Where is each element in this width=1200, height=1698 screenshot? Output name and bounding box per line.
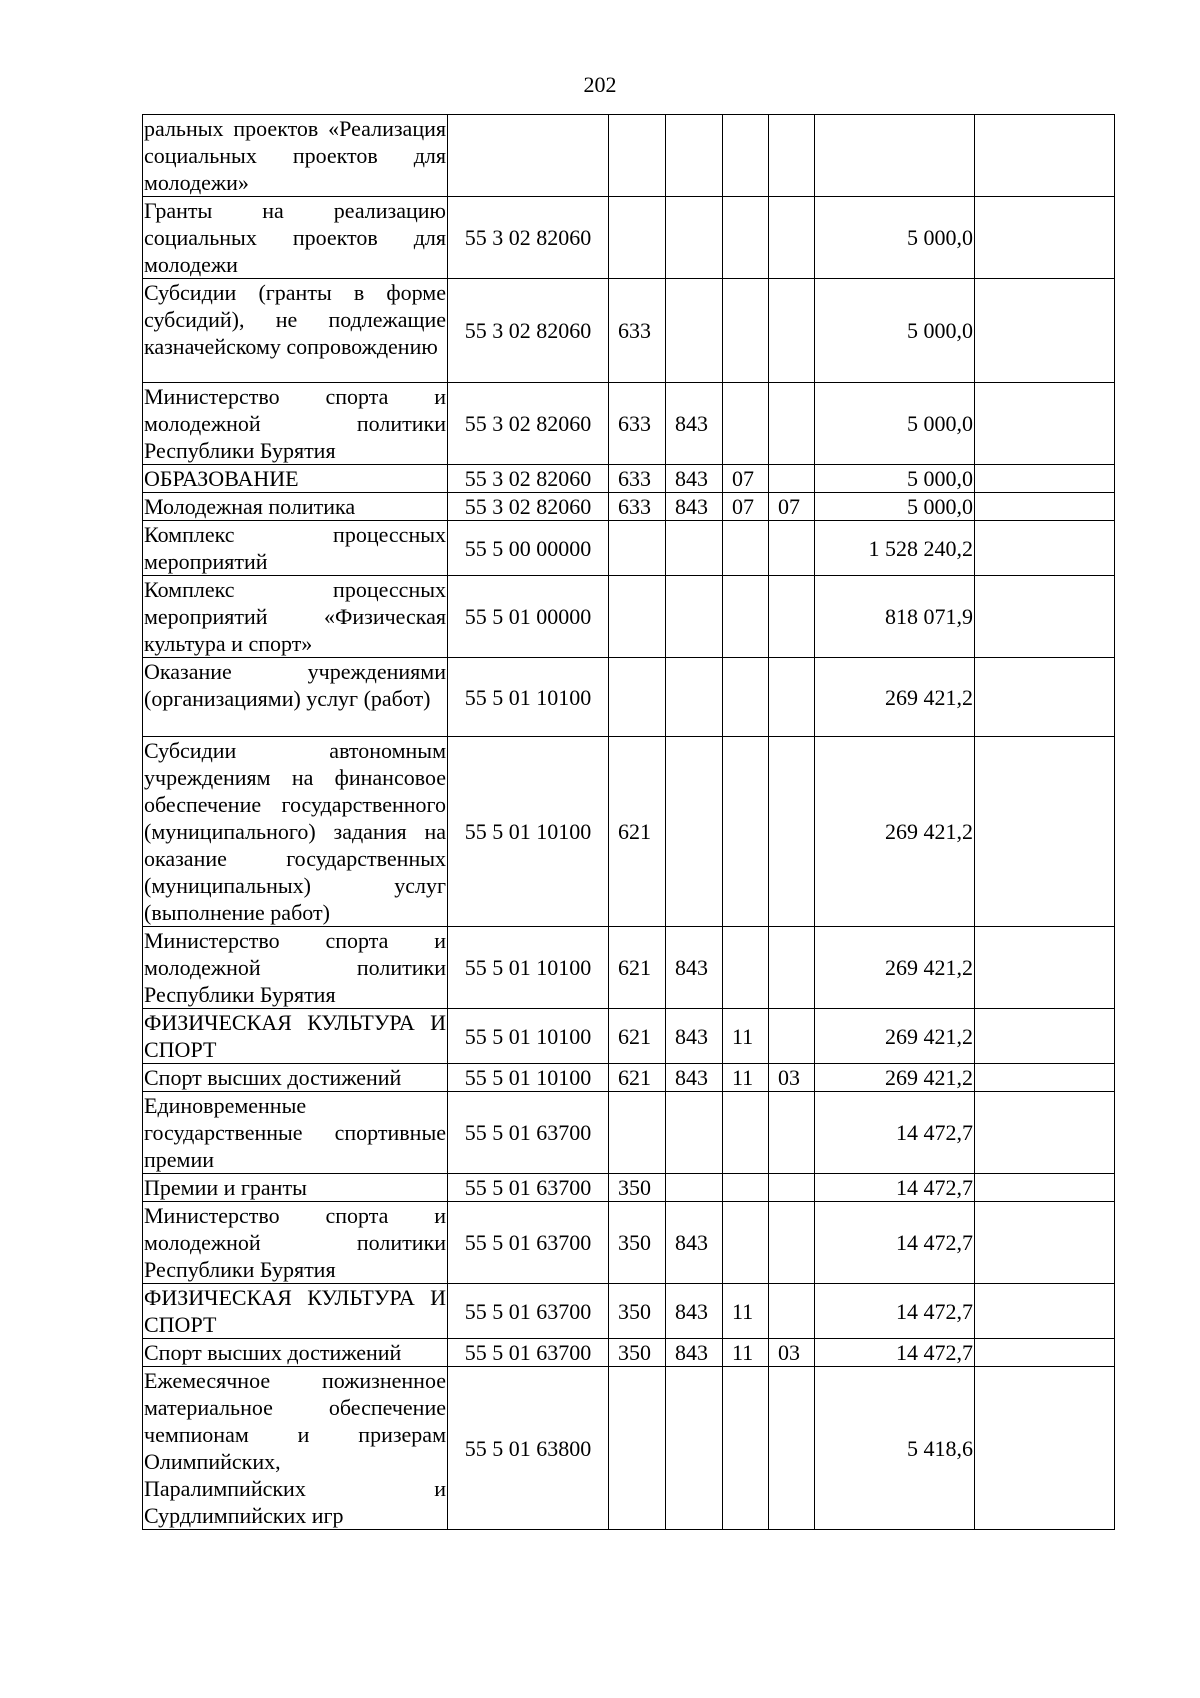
extra-amount-cell [975, 576, 1115, 658]
amount-cell: 1 528 240,2 [815, 521, 975, 576]
administrator-code-cell: 843 [666, 927, 723, 1009]
expense-type-code-cell [609, 197, 666, 279]
expense-type-code-cell: 621 [609, 1009, 666, 1064]
amount-cell: 818 071,9 [815, 576, 975, 658]
table-row [143, 493, 1115, 521]
extra-amount-cell [975, 1367, 1115, 1530]
extra-amount-cell [975, 658, 1115, 737]
row-name-cell: Комплекс процессных мероприятий [144, 522, 446, 574]
administrator-code-cell: 843 [666, 383, 723, 465]
expense-type-code-cell: 633 [609, 383, 666, 465]
section-code-cell [723, 1202, 769, 1284]
amount-cell: 269 421,2 [815, 1064, 975, 1092]
target-article-code-cell: 55 5 01 10100 [448, 1064, 609, 1092]
row-name-cell: ОБРАЗОВАНИЕ [143, 465, 448, 493]
administrator-code-cell: 843 [666, 1339, 723, 1367]
target-article-code-cell: 55 5 01 63700 [448, 1284, 609, 1339]
table-row [143, 521, 1115, 576]
table-row [143, 279, 1115, 383]
target-article-code-cell: 55 5 01 00000 [448, 576, 609, 658]
subsection-code-cell [769, 279, 815, 383]
row-name-cell: Спорт высших достижений [143, 1064, 448, 1092]
target-article-code-cell: 55 5 01 63700 [448, 1174, 609, 1202]
extra-amount-cell [975, 1009, 1115, 1064]
subsection-code-cell [769, 927, 815, 1009]
section-code-cell [723, 1174, 769, 1202]
subsection-code-cell [769, 1284, 815, 1339]
section-code-cell [723, 383, 769, 465]
expense-type-code-cell [609, 576, 666, 658]
table-body [143, 115, 1115, 1530]
target-article-code-cell: 55 5 01 10100 [448, 737, 609, 927]
table-row [143, 1367, 1115, 1530]
administrator-code-cell [666, 1092, 723, 1174]
row-name-cell: Субсидии (гранты в форме субсидий), не подлежащие казначейскому сопровождению [143, 279, 448, 383]
administrator-code-cell [666, 115, 723, 197]
subsection-code-cell [769, 658, 815, 737]
row-name-cell: Спорт высших достижений [143, 1339, 448, 1367]
administrator-code-cell [666, 658, 723, 737]
table-row [143, 1009, 1115, 1064]
amount-cell: 5 418,6 [815, 1367, 975, 1530]
administrator-code-cell: 843 [666, 1064, 723, 1092]
subsection-code-cell [769, 737, 815, 927]
expense-type-code-cell: 350 [609, 1174, 666, 1202]
extra-amount-cell [975, 927, 1115, 1009]
amount-cell: 14 472,7 [815, 1174, 975, 1202]
target-article-code-cell [448, 115, 609, 197]
administrator-code-cell [666, 1174, 723, 1202]
section-code-cell: 11 [723, 1064, 769, 1092]
row-name-cell: Министерство спорта и молодежной политики Республики Бурятия [144, 384, 446, 463]
administrator-code-cell: 843 [666, 1284, 723, 1339]
target-article-code-cell: 55 5 01 63700 [448, 1202, 609, 1284]
subsection-code-cell [769, 1092, 815, 1174]
amount-cell: 14 472,7 [815, 1092, 975, 1174]
administrator-code-cell [666, 521, 723, 576]
target-article-code-cell: 55 3 02 82060 [448, 279, 609, 383]
row-name-cell: ральных проектов «Реализация социальных проектов для молодежи» [144, 116, 446, 195]
subsection-code-cell [769, 1174, 815, 1202]
extra-amount-cell [975, 279, 1115, 383]
target-article-code-cell: 55 5 01 63700 [448, 1092, 609, 1174]
table-row [143, 1339, 1115, 1367]
table-row [143, 737, 1115, 927]
amount-cell: 14 472,7 [815, 1202, 975, 1284]
amount-cell: 269 421,2 [815, 658, 975, 737]
expense-type-code-cell: 621 [609, 737, 666, 927]
subsection-code-cell [769, 465, 815, 493]
section-code-cell [723, 1367, 769, 1530]
administrator-code-cell [666, 197, 723, 279]
target-article-code-cell: 55 5 01 63700 [448, 1339, 609, 1367]
administrator-code-cell [666, 279, 723, 383]
table-row [143, 383, 1115, 465]
target-article-code-cell: 55 3 02 82060 [448, 383, 609, 465]
extra-amount-cell [975, 1064, 1115, 1092]
section-code-cell [723, 521, 769, 576]
administrator-code-cell: 843 [666, 1202, 723, 1284]
extra-amount-cell [975, 521, 1115, 576]
section-code-cell [723, 737, 769, 927]
amount-cell: 5 000,0 [815, 493, 975, 521]
extra-amount-cell [975, 197, 1115, 279]
subsection-code-cell: 07 [769, 493, 815, 521]
expense-type-code-cell: 350 [609, 1339, 666, 1367]
administrator-code-cell [666, 576, 723, 658]
target-article-code-cell: 55 5 01 63800 [448, 1367, 609, 1530]
table-row [143, 1284, 1115, 1339]
subsection-code-cell: 03 [769, 1339, 815, 1367]
section-code-cell [723, 279, 769, 383]
extra-amount-cell [975, 493, 1115, 521]
row-name-cell: ФИЗИЧЕСКАЯ КУЛЬТУРА И СПОРТ [144, 1010, 446, 1062]
section-code-cell: 11 [723, 1339, 769, 1367]
target-article-code-cell: 55 3 02 82060 [448, 493, 609, 521]
amount-cell [815, 115, 975, 197]
row-name-cell: Субсидии автономным учреждениям на финансовое обеспечение государственного (муниципального) задания на оказание государственных (муниципальных) услуг (выполнение работ) [144, 738, 446, 925]
extra-amount-cell [975, 115, 1115, 197]
section-code-cell: 11 [723, 1284, 769, 1339]
expense-type-code-cell [609, 1367, 666, 1530]
section-code-cell: 11 [723, 1009, 769, 1064]
extra-amount-cell [975, 1202, 1115, 1284]
section-code-cell [723, 576, 769, 658]
table-row [143, 1064, 1115, 1092]
row-name-cell: Единовременные государственные спортивные премии [144, 1093, 446, 1172]
subsection-code-cell [769, 1009, 815, 1064]
row-name-cell: Премии и гранты [143, 1174, 448, 1202]
subsection-code-cell [769, 1202, 815, 1284]
section-code-cell [723, 1092, 769, 1174]
row-name-cell: ФИЗИЧЕСКАЯ КУЛЬТУРА И СПОРТ [144, 1285, 446, 1337]
page-number: 202 [583, 72, 617, 97]
extra-amount-cell [975, 1284, 1115, 1339]
extra-amount-cell [975, 465, 1115, 493]
target-article-code-cell: 55 5 01 10100 [448, 658, 609, 737]
expense-type-code-cell: 621 [609, 1064, 666, 1092]
expense-type-code-cell: 621 [609, 927, 666, 1009]
budget-table [142, 114, 1115, 1530]
amount-cell: 5 000,0 [815, 197, 975, 279]
expense-type-code-cell [609, 115, 666, 197]
amount-cell: 269 421,2 [815, 927, 975, 1009]
target-article-code-cell: 55 3 02 82060 [448, 465, 609, 493]
table-row [143, 576, 1115, 658]
administrator-code-cell: 843 [666, 1009, 723, 1064]
section-code-cell: 07 [723, 493, 769, 521]
row-name-cell: Оказание учреждениями (организациями) услуг (работ) [143, 658, 448, 737]
table-row [143, 927, 1115, 1009]
extra-amount-cell [975, 1339, 1115, 1367]
subsection-code-cell [769, 521, 815, 576]
extra-amount-cell [975, 737, 1115, 927]
expense-type-code-cell: 633 [609, 465, 666, 493]
administrator-code-cell [666, 737, 723, 927]
amount-cell: 5 000,0 [815, 383, 975, 465]
row-name-cell: Ежемесячное пожизненное материальное обеспечение чемпионам и призерам Олимпийских, Паралимпийских и Сурдлимпийских игр [144, 1368, 446, 1528]
target-article-code-cell: 55 5 01 10100 [448, 1009, 609, 1064]
expense-type-code-cell: 350 [609, 1202, 666, 1284]
administrator-code-cell: 843 [666, 465, 723, 493]
subsection-code-cell: 03 [769, 1064, 815, 1092]
amount-cell: 5 000,0 [815, 465, 975, 493]
row-name-cell: Комплекс процессных мероприятий «Физическая культура и спорт» [144, 577, 446, 656]
amount-cell: 269 421,2 [815, 1009, 975, 1064]
extra-amount-cell [975, 383, 1115, 465]
row-name-cell: Гранты на реализацию социальных проектов для молодежи [144, 198, 446, 277]
subsection-code-cell [769, 197, 815, 279]
administrator-code-cell: 843 [666, 493, 723, 521]
target-article-code-cell: 55 3 02 82060 [448, 197, 609, 279]
extra-amount-cell [975, 1174, 1115, 1202]
amount-cell: 14 472,7 [815, 1339, 975, 1367]
expense-type-code-cell [609, 1092, 666, 1174]
subsection-code-cell [769, 576, 815, 658]
section-code-cell [723, 115, 769, 197]
expense-type-code-cell: 350 [609, 1284, 666, 1339]
expense-type-code-cell [609, 521, 666, 576]
subsection-code-cell [769, 115, 815, 197]
table-row [143, 1202, 1115, 1284]
section-code-cell [723, 927, 769, 1009]
table-row [143, 115, 1115, 197]
target-article-code-cell: 55 5 00 00000 [448, 521, 609, 576]
subsection-code-cell [769, 1367, 815, 1530]
amount-cell: 5 000,0 [815, 279, 975, 383]
row-name-cell: Министерство спорта и молодежной политики Республики Бурятия [144, 1203, 446, 1282]
target-article-code-cell: 55 5 01 10100 [448, 927, 609, 1009]
table-row [143, 1174, 1115, 1202]
table-row [143, 658, 1115, 737]
expense-type-code-cell: 633 [609, 493, 666, 521]
row-name-cell: Молодежная политика [143, 493, 448, 521]
section-code-cell: 07 [723, 465, 769, 493]
amount-cell: 14 472,7 [815, 1284, 975, 1339]
table-row [143, 1092, 1115, 1174]
subsection-code-cell [769, 383, 815, 465]
section-code-cell [723, 197, 769, 279]
amount-cell: 269 421,2 [815, 737, 975, 927]
expense-type-code-cell: 633 [609, 279, 666, 383]
section-code-cell [723, 658, 769, 737]
row-name-cell: Министерство спорта и молодежной политики Республики Бурятия [144, 928, 446, 1007]
expense-type-code-cell [609, 658, 666, 737]
extra-amount-cell [975, 1092, 1115, 1174]
administrator-code-cell [666, 1367, 723, 1530]
table-row [143, 197, 1115, 279]
table-row [143, 465, 1115, 493]
